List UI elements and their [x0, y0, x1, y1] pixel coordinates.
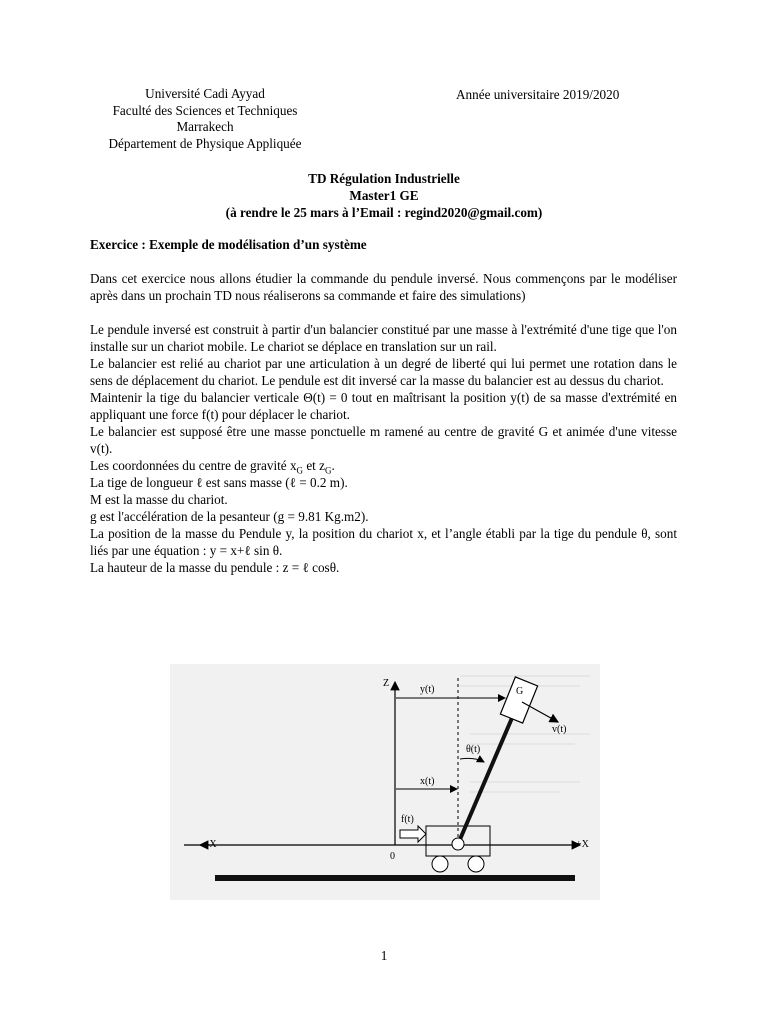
paragraph: Le pendule inversé est construit à partir d'un balancier constitué par une masse à l'extrémité d'une tige que l'on installe sur un chariot mobile. Le chariot se déplace en translation sur un rail. [90, 322, 677, 354]
coordinates-line: Les coordonnées du centre de gravité $x_G$ et $z_G$. [90, 458, 335, 476]
pendulum-mass [500, 677, 537, 723]
academic-year: Année universitaire 2019/2020 [456, 87, 620, 102]
inverted-pendulum-figure [170, 664, 600, 900]
document-title [0, 170, 768, 221]
force-arrow [400, 826, 426, 842]
ground-rail [215, 875, 575, 881]
angle-arc [460, 758, 484, 762]
title-line-1: TD Régulation Industrielle [308, 171, 460, 186]
page-number: 1 [380, 948, 388, 963]
pendulum-diagram [170, 664, 600, 900]
paragraph: Le balancier est supposé être une masse ponctuelle m ramené au centre de gravité G et animée d'une vitesse v(t). [90, 424, 677, 456]
paragraph: Maintenir la tige du balancier verticale Θ(t) = 0 tout en maîtrisant la position y(t) de sa masse d'extrémité en appliquant une force f(t) pour déplacer le chariot. [90, 390, 677, 422]
angle-label: θ(t) [466, 744, 481, 755]
x-label: x(t) [420, 776, 435, 787]
height-equation-line: La hauteur de la masse du pendule : z = ℓ cosθ. [90, 560, 340, 575]
exercise-heading: Exercice : Exemple de modélisation d’un système [90, 237, 367, 252]
body-text [90, 270, 677, 576]
title-line-2: Master1 GE [349, 188, 419, 203]
cart-mass-line: M est la masse du chariot. [90, 492, 228, 507]
gravity-center-label: G [516, 686, 524, 697]
origin-label: 0 [390, 851, 395, 862]
title-line-3: (à rendre le 25 mars à l’Email : regind2020@gmail.com) [225, 205, 543, 220]
rod-length-line: La tige de longueur ℓ est sans masse (ℓ = 0.2 m). [90, 475, 348, 490]
cart-wheel-right [468, 856, 484, 872]
paragraph: Le balancier est relié au chariot par une articulation à un degré de liberté qui lui permet une rotation dans le sens de déplacement du chariot. Le pendule est dit inversé car la masse du balancier est au dessus du chariot. [90, 356, 677, 388]
minus-x-label: -X [206, 839, 217, 850]
position-equation-line: La position de la masse du Pendule y, la position du chariot x, et l’angle établi par la tige du pendule θ, sont liés par une équation : y = x+ℓ sin θ. [90, 526, 677, 558]
pendulum-rod [458, 704, 518, 844]
z-label: Z [383, 678, 390, 689]
faculty-name: Faculté des Sciences et Techniques [112, 102, 298, 118]
velocity-label: v(t) [552, 724, 567, 735]
intro-paragraph: Dans cet exercice nous allons étudier la commande du pendule inversé. Nous commençons par le modéliser après dans un prochain TD nous réaliserons sa commande et faire des simulations) [90, 271, 677, 303]
city-name: Marrakech [176, 119, 234, 134]
gravity-line: g est l'accélération de la pesanteur (g = 9.81 Kg.m2). [90, 509, 369, 524]
institution-block [90, 86, 320, 152]
university-name: Université Cadi Ayyad [145, 86, 265, 101]
y-label: y(t) [420, 684, 435, 695]
department-name: Département de Physique Appliquée [108, 135, 302, 151]
pivot-joint [452, 838, 464, 850]
cart-wheel-left [432, 856, 448, 872]
plus-x-label: +X [576, 839, 589, 850]
force-label: f(t) [401, 814, 414, 825]
